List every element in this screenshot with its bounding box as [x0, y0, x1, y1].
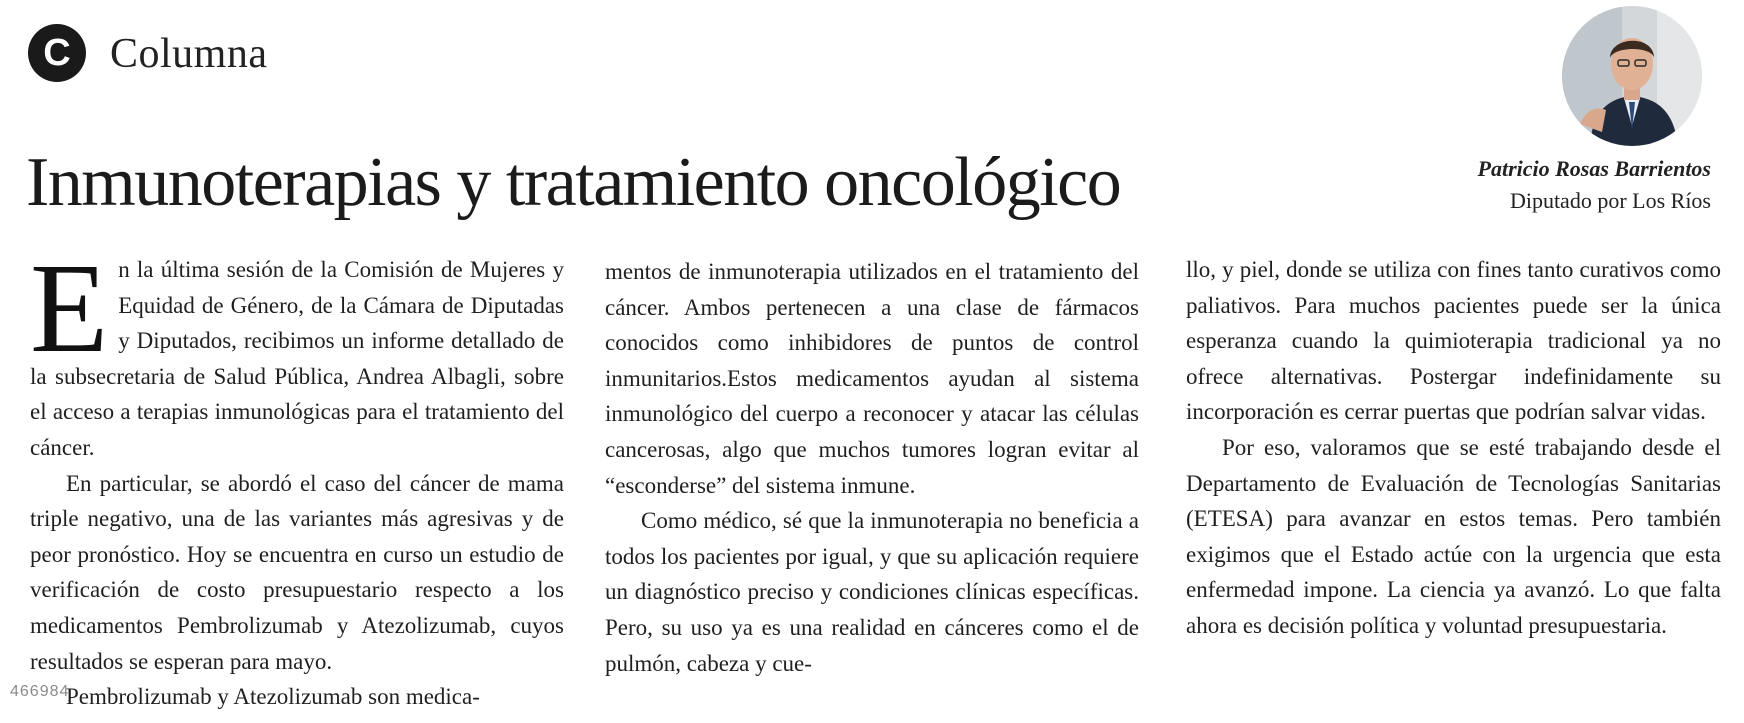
article-column-3 — [1186, 252, 1721, 644]
paragraph: Pembrolizumab y Atezolizumab son medica- — [66, 684, 480, 710]
author-name: Patricio Rosas Barrientos — [1477, 156, 1711, 181]
section-badge: C — [28, 24, 86, 82]
drop-cap: E — [30, 237, 109, 379]
article-column-1 — [30, 237, 564, 715]
byline — [1478, 156, 1711, 214]
paragraph: Como médico, sé que la inmunoterapia no beneficia a todos los pacientes por igual, y que su aplicación requiere un diagnóstico preciso y condiciones clínicas específicas. Pero, su uso ya es una realidad en cánceres como el de pulmón, cabeza y cue- — [605, 508, 1139, 676]
paragraph: En particular, se abordó el caso del cáncer de mama triple negativo, una de las variantes más agresivas y de peor pronóstico. Hoy se encuentra en curso un estudio de verificación de costo presupuestario respecto a los medicamentos Pembrolizumab y Atezolizumab, cuyos resultados se esperan para mayo. — [30, 470, 564, 674]
paragraph: mentos de inmunoterapia utilizados en el tratamiento del cáncer. Ambos pertenecen a una clase de fármacos conocidos como inhibidores de puntos de control inmunitarios.Estos medicamentos ayudan al sistema inmunológico del cuerpo a reconocer y atacar las células cancerosas, algo que muchos tumores logran evitar al “esconderse” del sistema inmune. — [605, 259, 1139, 498]
paragraph: llo, y piel, donde se utiliza con fines tanto curativos como paliativos. Para muchos pacientes puede ser la única esperanza cuando la quimioterapia tradicional ya no ofrece alternativas. Postergar indefinidamente su incorporación es cerrar puertas que podrían salvar vidas. — [1186, 257, 1721, 425]
section-label: Columna — [110, 31, 268, 77]
headline: Inmunoterapias y tratamiento oncológico — [26, 144, 1121, 221]
author-photo — [1562, 6, 1702, 146]
paragraph: Por eso, valoramos que se esté trabajando desde el Departamento de Evaluación de Tecnologías Sanitarias (ETESA) para avanzar en estos temas. Pero también exigimos que el Estado actúe con la urgencia que esta enfermedad impone. La ciencia ya avanzó. Lo que falta ahora es decisión política y voluntad presupuestaria. — [1186, 434, 1721, 638]
article-column-2 — [605, 254, 1139, 681]
author-role: Diputado por Los Ríos — [1509, 188, 1711, 213]
paragraph: En la última sesión de la Comisión de Mujeres y Equidad de Género, de la Cámara de Diputadas y Diputados, recibimos un informe detallado de la subsecretaria de Salud Pública, Andrea Albagli, sobre el acceso a terapias inmunológicas para el tratamiento del cáncer. — [30, 237, 564, 460]
clip-code: 466984 — [10, 683, 70, 700]
